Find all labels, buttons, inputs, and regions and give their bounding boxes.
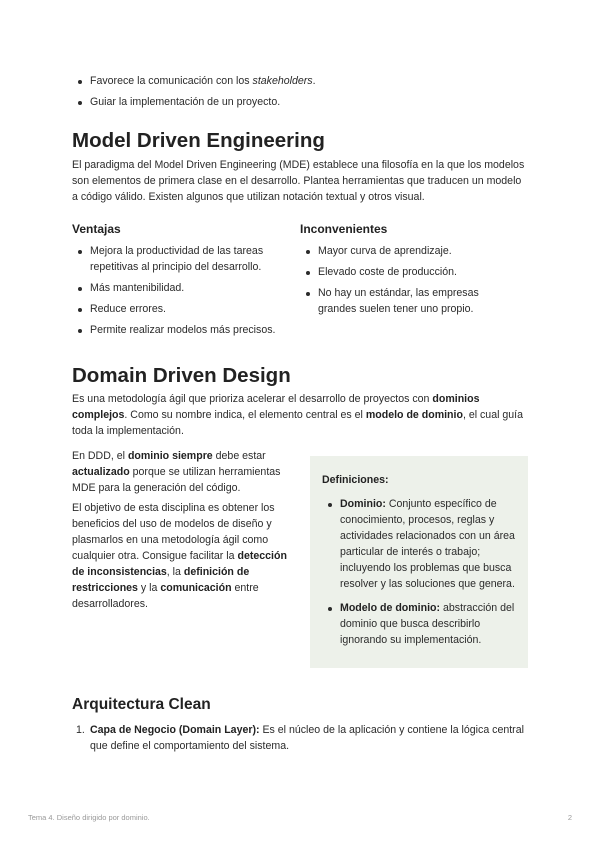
- list-item: Permite realizar modelos más precisos.: [72, 322, 282, 338]
- mde-pros-cons: [72, 221, 528, 343]
- ddd-intro-paragraph: Es una metodología ágil que prioriza acelerar el desarrollo de proyectos con dominios complejos. Como su nombre indica, el elemento central es el modelo de dominio, el cual guía toda la implementación.: [72, 393, 524, 437]
- list-item: Más mantenibilidad.: [72, 280, 282, 296]
- definitions-heading: Definiciones:: [322, 474, 389, 486]
- inconvenientes-column: [300, 221, 528, 343]
- section-title-ddd: Domain Driven Design: [72, 364, 291, 387]
- definitions-callout: [310, 456, 528, 668]
- clean-list: [72, 722, 528, 754]
- ventajas-heading: Ventajas: [72, 222, 121, 236]
- list-item: Mayor curva de aprendizaje.: [300, 243, 500, 259]
- ddd-paragraph-3: El objetivo de esta disciplina es obtener los beneficios del uso de modelos de diseño y plasmarlos en una metodología ágil como cualquier otra. Consigue facilitar la detección de inconsistencias, la definición de restricciones y la comunicación entre desarrolladores.: [72, 502, 287, 610]
- list-item: Reduce errores.: [72, 301, 282, 317]
- list-item: Elevado coste de producción.: [300, 264, 500, 280]
- footer-chapter: Tema 4. Diseño dirigido por dominio.: [28, 813, 150, 822]
- emphasis-text: stakeholders: [252, 75, 313, 87]
- inconvenientes-heading: Inconvenientes: [300, 222, 388, 236]
- ventajas-list: [72, 243, 282, 338]
- ddd-paragraph-2: En DDD, el dominio siempre debe estar actualizado porque se utilizan herramientas MDE para la generación del código.: [72, 450, 281, 494]
- list-item: Modelo de dominio: abstracción del dominio que busca describirlo ignorando su implementación.: [322, 600, 516, 648]
- ventajas-column: [72, 221, 300, 343]
- inconvenientes-list: [300, 243, 500, 317]
- list-item: Mejora la productividad de las tareas repetitivas al principio del desarrollo.: [72, 243, 282, 275]
- mde-paragraph: El paradigma del Model Driven Engineering (MDE) establece una filosofía en la que los modelos son elementos de primera clase en el desarrollo. Plantea herramientas que traducen un modelo a código válido. Existen algunos que utilizan notación textual y otros visual.: [72, 159, 525, 203]
- list-item: No hay un estándar, las empresas grandes suelen tener uno propio.: [300, 285, 500, 317]
- list-item: Favorece la comunicación con los stakeholders.: [72, 73, 528, 89]
- list-item: Dominio: Conjunto específico de conocimiento, procesos, reglas y actividades relacionados con un área particular de interés o trabajo; incluyendo los problemas que busca resolver y las soluciones que genera.: [322, 496, 516, 592]
- section-title-mde: Model Driven Engineering: [72, 129, 325, 152]
- section-title-clean: Arquitectura Clean: [72, 696, 211, 713]
- intro-list: [72, 73, 528, 115]
- page-number: 2: [567, 813, 572, 822]
- list-item: Capa de Negocio (Domain Layer): Es el núcleo de la aplicación y contiene la lógica central que define el comportamiento del sistema.: [90, 724, 524, 752]
- list-item: Guiar la implementación de un proyecto.: [72, 94, 528, 110]
- definitions-list: [322, 496, 516, 648]
- page-footer: [28, 810, 572, 826]
